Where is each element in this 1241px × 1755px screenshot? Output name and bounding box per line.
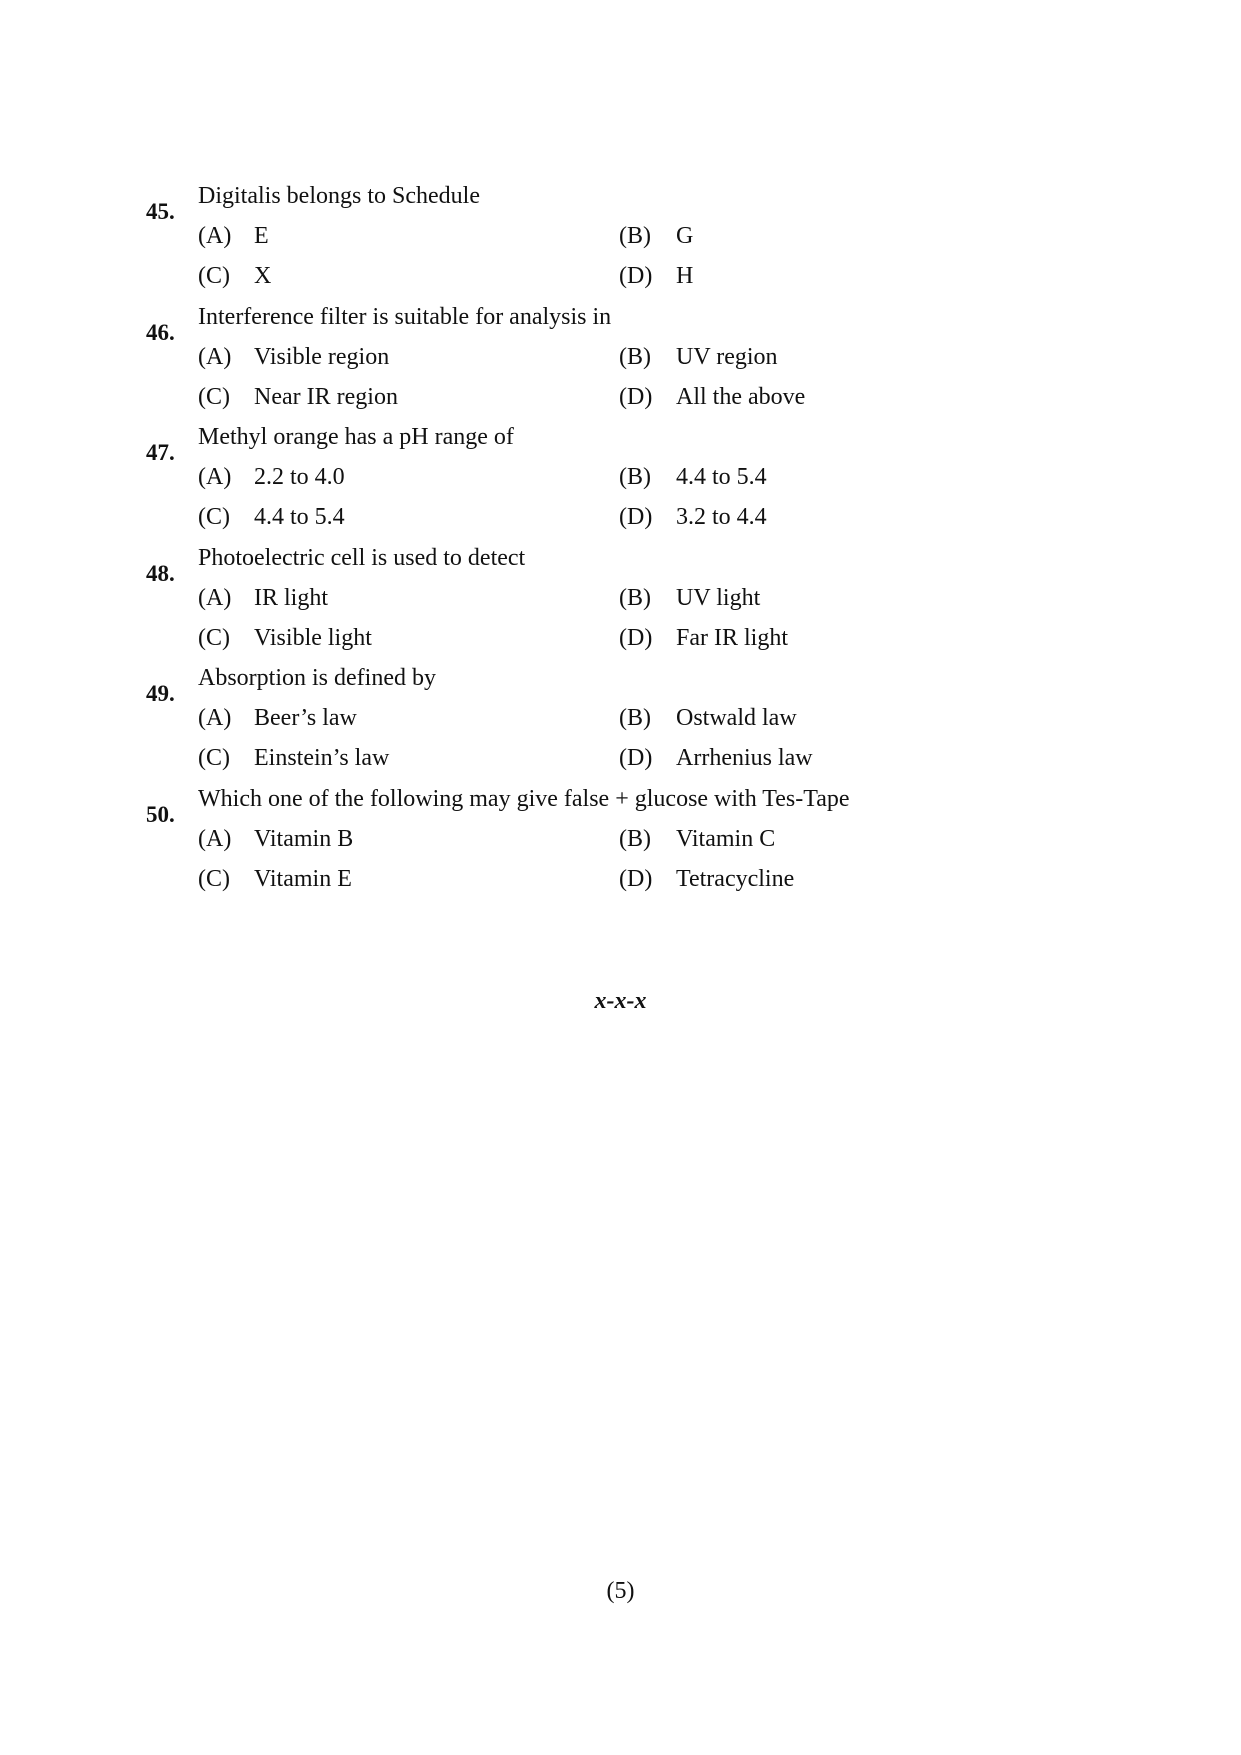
page-number: (5) <box>606 1578 635 1604</box>
option-c-label: (C) <box>198 384 230 410</box>
option-b-text: 4.4 to 5.4 <box>676 464 767 490</box>
option-a-text: IR light <box>254 585 329 611</box>
question-number: 48. <box>146 561 175 586</box>
option-b-text: Ostwald law <box>676 705 797 731</box>
question-48 <box>0 545 1241 665</box>
option-c-text: Vitamin E <box>254 866 352 892</box>
option-d-text: Tetracycline <box>676 866 795 892</box>
question-number: 47. <box>146 440 175 465</box>
option-c-label: (C) <box>198 504 230 530</box>
option-c-text: Near IR region <box>254 384 398 410</box>
option-b-label: (B) <box>619 585 651 611</box>
option-d-label: (D) <box>619 384 653 410</box>
question-text: Methyl orange has a pH range of <box>198 424 514 450</box>
option-a-label: (A) <box>198 826 232 852</box>
question-number: 49. <box>146 681 175 706</box>
option-d-text: 3.2 to 4.4 <box>676 504 767 530</box>
option-b-text: Vitamin C <box>676 826 776 852</box>
option-b-label: (B) <box>619 705 651 731</box>
question-50 <box>0 786 1241 906</box>
option-d-text: H <box>676 263 694 289</box>
option-a-label: (A) <box>198 464 232 490</box>
option-b-label: (B) <box>619 344 651 370</box>
option-a-label: (A) <box>198 705 232 731</box>
end-of-paper-mark: x-x-x <box>594 988 647 1014</box>
option-c-text: 4.4 to 5.4 <box>254 504 345 530</box>
option-c-label: (C) <box>198 866 230 892</box>
option-c-text: Visible light <box>254 625 372 651</box>
option-d-label: (D) <box>619 625 653 651</box>
option-d-label: (D) <box>619 504 653 530</box>
option-b-text: UV light <box>676 585 761 611</box>
option-a-text: Vitamin B <box>254 826 354 852</box>
option-d-text: Arrhenius law <box>676 745 813 771</box>
option-b-label: (B) <box>619 826 651 852</box>
option-b-text: UV region <box>676 344 778 370</box>
option-d-label: (D) <box>619 745 653 771</box>
option-a-label: (A) <box>198 585 232 611</box>
option-b-label: (B) <box>619 223 651 249</box>
option-a-text: Beer’s law <box>254 705 357 731</box>
question-number: 46. <box>146 320 175 345</box>
question-text: Absorption is defined by <box>198 665 436 691</box>
option-c-label: (C) <box>198 745 230 771</box>
question-text: Which one of the following may give false + glucose with Tes-Tape <box>198 786 850 812</box>
option-d-text: Far IR light <box>676 625 788 651</box>
option-d-label: (D) <box>619 866 653 892</box>
option-b-text: G <box>676 223 694 249</box>
option-a-text: 2.2 to 4.0 <box>254 464 345 490</box>
option-c-text: X <box>254 263 272 289</box>
option-a-text: E <box>254 223 269 249</box>
option-a-label: (A) <box>198 344 232 370</box>
question-text: Interference filter is suitable for analysis in <box>198 304 612 330</box>
option-c-text: Einstein’s law <box>254 745 390 771</box>
option-c-label: (C) <box>198 625 230 651</box>
option-a-label: (A) <box>198 223 232 249</box>
option-d-label: (D) <box>619 263 653 289</box>
option-b-label: (B) <box>619 464 651 490</box>
option-a-text: Visible region <box>254 344 390 370</box>
option-d-text: All the above <box>676 384 806 410</box>
question-47 <box>0 424 1241 544</box>
option-c-label: (C) <box>198 263 230 289</box>
question-46 <box>0 304 1241 424</box>
question-number: 45. <box>146 199 175 224</box>
question-number: 50. <box>146 802 175 827</box>
question-text: Digitalis belongs to Schedule <box>198 183 480 209</box>
question-text: Photoelectric cell is used to detect <box>198 545 526 571</box>
question-49 <box>0 665 1241 785</box>
question-45 <box>0 183 1241 303</box>
